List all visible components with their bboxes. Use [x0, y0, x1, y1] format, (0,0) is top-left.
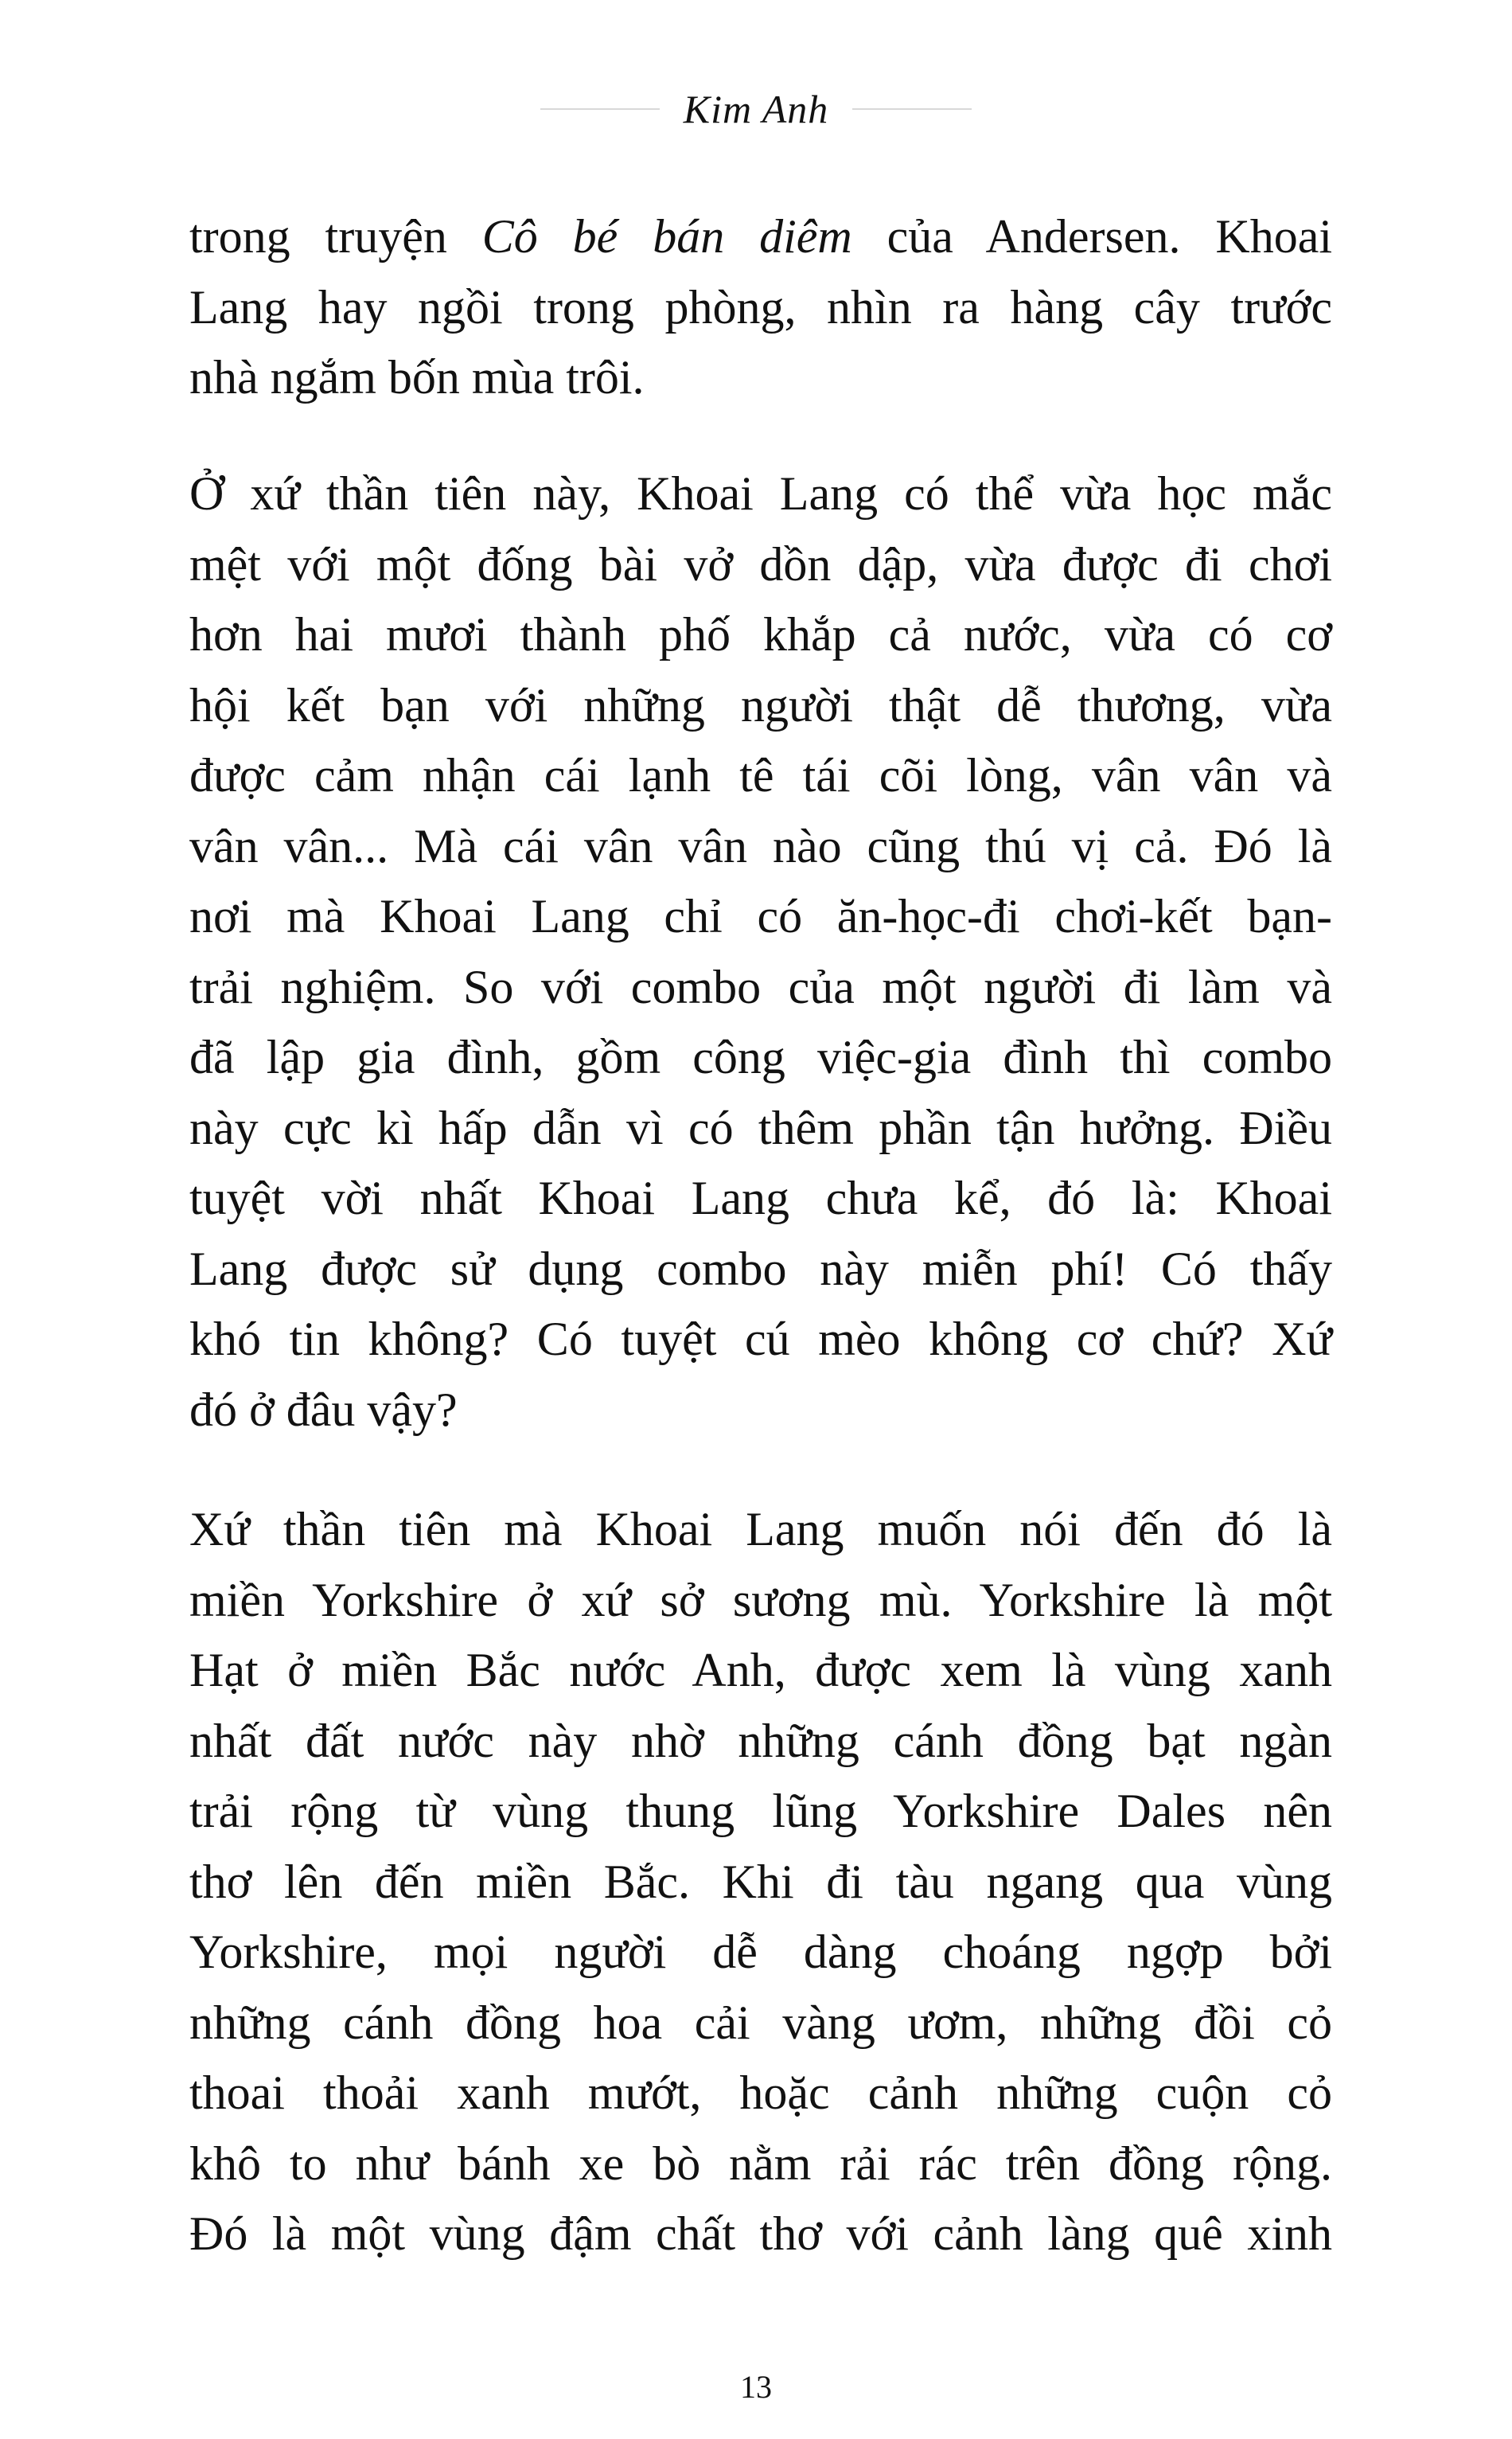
text-line: khô to như bánh xe bò nằm rải rác trên đồng rộng. [189, 2137, 1332, 2190]
text-line: mệt với một đống bài vở dồn dập, vừa được đi chơi [189, 537, 1332, 591]
text-line: nhất đất nước này nhờ những cánh đồng bạt ngàn [189, 1714, 1332, 1767]
book-title-italic: Cô bé bán diêm [481, 210, 852, 263]
text-line: Lang được sử dụng combo này miễn phí! Có thấy [189, 1242, 1332, 1295]
text-line: hơn hai mươi thành phố khắp cả nước, vừa có cơ [189, 608, 1332, 661]
running-header [0, 86, 1512, 132]
text-line: Xứ thần tiên mà Khoai Lang muốn nói đến đó là [189, 1503, 1332, 1555]
header-rule-left [540, 108, 660, 110]
text-line: nhà ngắm bốn mùa trôi. [189, 351, 645, 404]
text-line: này cực kì hấp dẫn vì có thêm phần tận hưởng. Điều [189, 1101, 1332, 1154]
paragraph-1 [189, 201, 1332, 413]
paragraph-2 [189, 459, 1332, 1445]
text-line: khó tin không? Có tuyệt cú mèo không cơ chứ? Xứ [189, 1313, 1332, 1365]
text-line: thơ lên đến miền Bắc. Khi đi tàu ngang qua vùng [189, 1855, 1332, 1908]
text-line: Yorkshire, mọi người dễ dàng choáng ngợp bởi [189, 1926, 1332, 1978]
text-line: thoai thoải xanh mướt, hoặc cảnh những cuộn cỏ [189, 2066, 1332, 2119]
text-line: đó ở đâu vậy? [189, 1383, 458, 1436]
text-line: nơi mà Khoai Lang chỉ có ăn-học-đi chơi-kết bạn- [189, 890, 1332, 942]
header-rule-right [852, 108, 972, 110]
text-line: đã lập gia đình, gồm công việc-gia đình thì combo [189, 1031, 1332, 1083]
text-line: Ở xứ thần tiên này, Khoai Lang có thể vừa học mắc [189, 467, 1332, 520]
text-line: được cảm nhận cái lạnh tê tái cõi lòng, vân vân và [189, 749, 1332, 802]
text-line: Lang hay ngồi trong phòng, nhìn ra hàng cây trước [189, 280, 1332, 334]
paragraph-3 [189, 1494, 1332, 2269]
text-line: những cánh đồng hoa cải vàng ươm, những đồi cỏ [189, 1996, 1332, 2049]
text-span: của Andersen. Khoai [851, 210, 1332, 263]
text-line: trải nghiệm. So với combo của một người đi làm và [189, 960, 1332, 1013]
text-line: tuyệt vời nhất Khoai Lang chưa kể, đó là: Khoai [189, 1172, 1332, 1224]
text-span: trong truyện [189, 210, 482, 263]
running-head-author: Kim Anh [683, 87, 829, 131]
text-line: Đó là một vùng đậm chất thơ với cảnh làng quê xinh [189, 2207, 1332, 2260]
text-line: miền Yorkshire ở xứ sở sương mù. Yorkshire là một [189, 1573, 1332, 1626]
text-line: Hạt ở miền Bắc nước Anh, được xem là vùng xanh [189, 1644, 1332, 1696]
text-line: hội kết bạn với những người thật dễ thương, vừa [189, 678, 1332, 732]
page-number: 13 [740, 2369, 772, 2405]
text-line [189, 201, 1332, 272]
text-line: trải rộng từ vùng thung lũng Yorkshire Dales nên [189, 1785, 1332, 1837]
text-line: vân vân... Mà cái vân vân nào cũng thú vị cả. Đó là [189, 819, 1332, 872]
